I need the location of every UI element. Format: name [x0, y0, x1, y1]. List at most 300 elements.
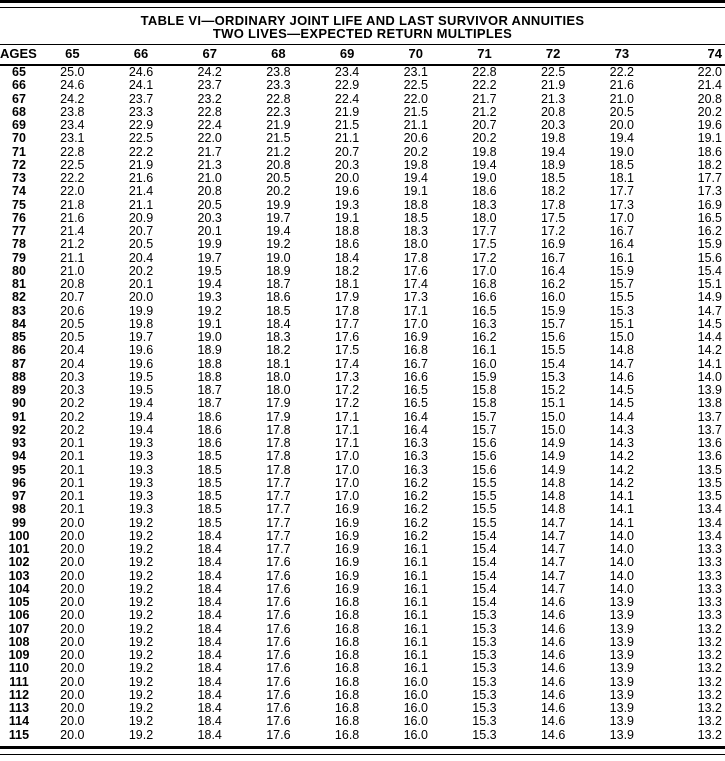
multiple-value-cell: 20.3	[60, 369, 85, 384]
multiple-value-cell: 18.4	[197, 581, 222, 596]
multiple-value-cell: 16.8	[403, 343, 428, 358]
row-age-label: 66	[12, 78, 26, 93]
multiple-value-cell: 14.5	[609, 383, 635, 397]
multiple-value-cell: 22.0	[403, 91, 428, 106]
row-age-label: 85	[12, 330, 26, 344]
multiple-value-cell: 16.2	[472, 330, 497, 344]
multiple-value-cell: 20.0	[60, 661, 85, 676]
multiple-value-cell: 17.7	[697, 171, 722, 185]
multiple-value-cell: 14.1	[609, 515, 635, 530]
multiple-value-cell: 16.7	[540, 250, 566, 265]
multiple-value-cell: 14.7	[609, 356, 635, 371]
multiple-value-cell: 17.6	[266, 621, 291, 636]
multiple-value-cell: 13.3	[697, 568, 722, 583]
row-age-label: 115	[8, 727, 30, 742]
table-row	[0, 450, 725, 463]
multiple-value-cell: 16.2	[540, 277, 566, 291]
row-age-label: 88	[12, 369, 26, 384]
multiple-value-cell: 14.4	[609, 409, 635, 424]
multiple-value-cell: 15.7	[540, 316, 566, 331]
multiple-value-cell: 18.4	[197, 648, 222, 662]
multiple-value-cell: 18.0	[403, 237, 428, 252]
row-age-label: 96	[12, 475, 26, 490]
multiple-value-cell: 20.2	[403, 144, 428, 159]
multiple-value-cell: 21.1	[334, 131, 360, 146]
bottom-rule-secondary	[0, 754, 725, 755]
multiple-value-cell: 18.2	[266, 343, 291, 358]
multiple-value-cell: 19.1	[697, 131, 722, 146]
multiple-value-cell: 17.6	[266, 674, 291, 689]
multiple-value-cell: 21.1	[128, 197, 154, 212]
multiple-value-cell: 17.7	[266, 515, 291, 530]
multiple-value-cell: 19.3	[128, 436, 154, 450]
multiple-value-cell: 17.2	[472, 250, 497, 265]
multiple-value-cell: 22.5	[128, 131, 154, 146]
table-row	[0, 384, 725, 397]
multiple-value-cell: 14.9	[697, 290, 722, 305]
multiple-value-cell: 17.6	[266, 634, 291, 649]
multiple-value-cell: 20.5	[609, 104, 635, 119]
multiple-value-cell: 14.3	[609, 436, 635, 450]
multiple-value-cell: 14.7	[540, 581, 566, 596]
multiple-value-cell: 16.0	[403, 727, 428, 742]
multiple-value-cell: 17.1	[403, 303, 428, 318]
multiple-value-cell: 15.3	[472, 701, 497, 715]
multiple-value-cell: 17.5	[540, 210, 566, 225]
multiple-value-cell: 19.2	[128, 674, 154, 689]
multiple-value-cell: 17.7	[266, 528, 291, 543]
multiple-value-cell: 16.2	[403, 502, 428, 517]
multiple-value-cell: 19.3	[197, 290, 222, 305]
multiple-value-cell: 18.5	[266, 303, 291, 318]
multiple-value-cell: 19.7	[197, 250, 222, 265]
multiple-value-cell: 18.4	[197, 634, 222, 649]
multiple-value-cell: 17.3	[697, 184, 722, 199]
multiple-value-cell: 14.1	[609, 489, 635, 503]
multiple-value-cell: 20.2	[60, 422, 85, 437]
multiple-value-cell: 15.7	[609, 277, 635, 291]
multiple-value-cell: 17.6	[266, 568, 291, 583]
multiple-value-cell: 17.6	[266, 608, 291, 623]
multiple-value-cell: 24.2	[60, 91, 85, 106]
age-column-header: 67	[175, 45, 244, 66]
multiple-value-cell: 13.4	[697, 502, 722, 517]
table-row	[0, 490, 725, 503]
multiple-value-cell: 21.5	[334, 118, 360, 132]
multiple-value-cell: 13.2	[697, 634, 722, 649]
multiple-value-cell: 17.0	[334, 475, 360, 490]
multiple-value-cell: 19.5	[128, 369, 154, 384]
multiple-value-cell: 14.0	[609, 542, 635, 556]
multiple-value-cell: 18.4	[197, 701, 222, 715]
multiple-value-cell: 17.5	[472, 237, 497, 252]
multiple-value-cell: 22.9	[334, 78, 360, 93]
multiple-value-cell: 17.6	[266, 581, 291, 596]
multiple-value-cell: 13.9	[609, 648, 635, 662]
multiple-value-cell: 21.2	[60, 237, 85, 252]
multiple-value-cell: 16.8	[334, 621, 360, 636]
multiple-value-cell: 17.0	[334, 449, 360, 464]
multiple-value-cell: 22.8	[472, 65, 497, 79]
table-row	[0, 596, 725, 609]
row-age-label: 80	[12, 263, 26, 278]
multiple-value-cell: 13.3	[697, 581, 722, 596]
table-row	[0, 172, 725, 185]
multiple-value-cell: 15.4	[540, 356, 566, 371]
multiple-value-cell: 15.4	[697, 263, 722, 278]
multiple-value-cell: 18.1	[266, 356, 291, 371]
multiple-value-cell: 19.2	[128, 515, 154, 530]
row-age-label: 67	[12, 91, 26, 106]
multiple-value-cell: 14.1	[697, 356, 722, 371]
multiple-value-cell: 16.8	[334, 595, 360, 609]
multiple-value-cell: 22.3	[266, 104, 291, 119]
multiple-value-cell: 24.2	[197, 65, 222, 79]
multiple-value-cell: 14.6	[540, 608, 566, 623]
multiple-value-cell: 19.6	[697, 118, 722, 132]
multiple-value-cell: 19.8	[403, 157, 428, 172]
multiple-value-cell: 18.2	[334, 263, 360, 278]
row-age-label: 87	[12, 356, 26, 371]
age-column-header: 70	[381, 45, 450, 66]
row-age-label: 109	[8, 648, 30, 662]
multiple-value-cell: 13.5	[697, 475, 722, 490]
table-row	[0, 424, 725, 437]
multiple-value-cell: 15.5	[540, 343, 566, 358]
multiple-value-cell: 13.9	[609, 634, 635, 649]
multiple-value-cell: 16.4	[540, 263, 566, 278]
multiple-value-cell: 19.2	[128, 581, 154, 596]
multiple-value-cell: 18.4	[334, 250, 360, 265]
table-row	[0, 715, 725, 728]
multiple-value-cell: 17.7	[266, 502, 291, 517]
row-age-label: 107	[8, 621, 30, 636]
multiple-value-cell: 18.4	[197, 674, 222, 689]
multiple-value-cell: 20.3	[197, 210, 222, 225]
multiple-value-cell: 16.9	[334, 502, 360, 517]
multiple-value-cell: 15.3	[472, 727, 497, 742]
multiple-value-cell: 17.0	[403, 316, 428, 331]
multiple-value-cell: 16.8	[334, 674, 360, 689]
multiple-value-cell: 17.9	[266, 409, 291, 424]
multiple-value-cell: 13.2	[697, 674, 722, 689]
multiple-value-cell: 15.1	[609, 316, 635, 331]
multiple-value-cell: 18.6	[197, 422, 222, 437]
multiple-value-cell: 19.0	[266, 250, 291, 265]
multiple-value-cell: 20.0	[334, 171, 360, 185]
multiple-value-cell: 19.2	[128, 528, 154, 543]
multiple-value-cell: 16.4	[609, 237, 635, 252]
multiple-value-cell: 21.7	[472, 91, 497, 106]
multiple-value-cell: 21.5	[403, 104, 428, 119]
multiple-value-cell: 19.0	[197, 330, 222, 344]
multiple-value-cell: 17.6	[266, 714, 291, 729]
multiple-value-cell: 20.0	[60, 727, 85, 742]
multiple-value-cell: 20.0	[609, 118, 635, 132]
multiple-value-cell: 21.3	[540, 91, 566, 106]
multiple-value-cell: 14.0	[609, 568, 635, 583]
table-row	[0, 146, 725, 159]
table-row	[0, 649, 725, 662]
multiple-value-cell: 19.7	[128, 330, 154, 344]
row-age-label: 89	[12, 383, 26, 397]
multiple-value-cell: 19.6	[334, 184, 360, 199]
multiple-value-cell: 14.8	[609, 343, 635, 358]
table-row	[0, 477, 725, 490]
multiple-value-cell: 16.0	[403, 687, 428, 702]
multiple-value-cell: 19.6	[128, 356, 154, 371]
multiple-value-cell: 18.4	[197, 595, 222, 609]
multiple-value-cell: 20.8	[697, 91, 722, 106]
multiple-value-cell: 17.8	[266, 422, 291, 437]
multiple-value-cell: 16.9	[334, 542, 360, 556]
multiple-value-cell: 19.2	[128, 542, 154, 556]
multiple-value-cell: 17.6	[266, 661, 291, 676]
multiple-value-cell: 20.6	[403, 131, 428, 146]
multiple-value-cell: 19.2	[128, 648, 154, 662]
table-row	[0, 464, 725, 477]
multiple-value-cell: 18.2	[540, 184, 566, 199]
multiple-value-cell: 13.9	[609, 608, 635, 623]
multiple-value-cell: 16.6	[403, 369, 428, 384]
table-title	[0, 8, 725, 40]
multiple-value-cell: 20.0	[60, 714, 85, 729]
row-age-label: 103	[8, 568, 30, 583]
multiple-value-cell: 16.9	[540, 237, 566, 252]
multiple-value-cell: 19.2	[128, 621, 154, 636]
multiple-value-cell: 19.2	[128, 595, 154, 609]
age-column-header: 73	[588, 45, 657, 66]
table-row	[0, 225, 725, 238]
multiple-value-cell: 19.5	[197, 263, 222, 278]
multiple-value-cell: 15.2	[540, 383, 566, 397]
multiple-value-cell: 18.4	[197, 568, 222, 583]
multiple-value-cell: 16.8	[334, 714, 360, 729]
multiple-value-cell: 20.0	[60, 608, 85, 623]
table-row	[0, 517, 725, 530]
multiple-value-cell: 19.3	[128, 502, 154, 517]
table-row	[0, 371, 725, 384]
multiple-value-cell: 19.4	[128, 396, 154, 411]
multiple-value-cell: 17.6	[266, 648, 291, 662]
multiple-value-cell: 20.0	[128, 290, 154, 305]
table-row	[0, 291, 725, 304]
multiple-value-cell: 23.4	[60, 118, 85, 132]
multiple-value-cell: 23.1	[60, 131, 85, 146]
multiple-value-cell: 16.7	[609, 224, 635, 238]
table-header	[0, 45, 725, 66]
multiple-value-cell: 16.8	[334, 608, 360, 623]
multiple-value-cell: 18.6	[472, 184, 497, 199]
multiple-value-cell: 18.5	[197, 449, 222, 464]
row-age-label: 70	[12, 131, 26, 146]
multiple-value-cell: 18.4	[197, 542, 222, 556]
row-age-label: 93	[12, 436, 26, 450]
multiple-value-cell: 19.2	[128, 555, 154, 570]
multiple-value-cell: 17.4	[403, 277, 428, 291]
multiple-value-cell: 23.7	[128, 91, 154, 106]
multiple-value-cell: 20.0	[60, 634, 85, 649]
multiple-value-cell: 20.0	[60, 595, 85, 609]
multiple-value-cell: 16.1	[403, 648, 428, 662]
multiple-value-cell: 18.6	[197, 409, 222, 424]
multiple-value-cell: 20.2	[266, 184, 291, 199]
multiple-value-cell: 19.4	[266, 224, 291, 238]
multiple-value-cell: 19.8	[128, 316, 154, 331]
multiple-value-cell: 14.2	[609, 462, 635, 477]
multiple-value-cell: 17.6	[266, 555, 291, 570]
multiple-value-cell: 14.9	[540, 449, 566, 464]
multiple-value-cell: 13.2	[697, 648, 722, 662]
multiple-value-cell: 17.6	[266, 727, 291, 742]
row-age-label: 102	[8, 555, 30, 570]
multiple-value-cell: 15.5	[609, 290, 635, 305]
multiple-value-cell: 18.4	[197, 528, 222, 543]
multiple-value-cell: 18.4	[197, 661, 222, 676]
multiple-value-cell: 13.4	[697, 515, 722, 530]
table-row	[0, 570, 725, 583]
multiple-value-cell: 14.6	[540, 595, 566, 609]
multiple-value-cell: 20.5	[266, 171, 291, 185]
multiple-value-cell: 16.3	[403, 462, 428, 477]
multiple-value-cell: 13.5	[697, 462, 722, 477]
multiple-value-cell: 13.3	[697, 595, 722, 609]
table-row	[0, 185, 725, 198]
table-row	[0, 503, 725, 516]
table-row	[0, 530, 725, 543]
multiple-value-cell: 22.8	[266, 91, 291, 106]
multiple-value-cell: 16.2	[403, 475, 428, 490]
multiple-value-cell: 22.0	[197, 131, 222, 146]
multiple-value-cell: 22.4	[197, 118, 222, 132]
multiple-value-cell: 19.2	[128, 661, 154, 676]
table-row	[0, 119, 725, 132]
multiple-value-cell: 16.1	[403, 555, 428, 570]
table-row	[0, 265, 725, 278]
table-row	[0, 609, 725, 622]
multiple-value-cell: 19.4	[128, 422, 154, 437]
multiple-value-cell: 19.0	[472, 171, 497, 185]
multiple-value-cell: 18.5	[197, 489, 222, 503]
multiple-value-cell: 18.5	[197, 462, 222, 477]
multiple-value-cell: 16.9	[334, 515, 360, 530]
multiple-value-cell: 15.3	[472, 714, 497, 729]
table-row	[0, 636, 725, 649]
multiple-value-cell: 18.0	[266, 369, 291, 384]
multiple-value-cell: 14.9	[540, 436, 566, 450]
multiple-value-cell: 18.9	[540, 157, 566, 172]
age-column-header: 68	[244, 45, 313, 66]
multiple-value-cell: 17.2	[540, 224, 566, 238]
multiple-value-cell: 16.8	[334, 648, 360, 662]
multiple-value-cell: 20.2	[472, 131, 497, 146]
multiple-value-cell: 15.8	[472, 396, 497, 411]
multiple-value-cell: 13.9	[697, 383, 722, 397]
multiple-value-cell: 18.8	[403, 197, 428, 212]
multiple-value-cell: 15.3	[472, 687, 497, 702]
multiple-value-cell: 14.7	[697, 303, 722, 318]
multiple-value-cell: 19.8	[472, 144, 497, 159]
multiple-value-cell: 19.3	[128, 462, 154, 477]
multiple-value-cell: 16.8	[334, 634, 360, 649]
row-age-label: 79	[12, 250, 26, 265]
multiple-value-cell: 19.4	[540, 144, 566, 159]
multiple-value-cell: 19.0	[609, 144, 635, 159]
multiple-value-cell: 15.1	[697, 277, 722, 291]
multiple-value-cell: 22.8	[197, 104, 222, 119]
multiple-value-cell: 16.2	[403, 515, 428, 530]
multiple-value-cell: 23.4	[334, 65, 360, 79]
row-age-label: 73	[12, 171, 26, 185]
multiple-value-cell: 17.6	[266, 701, 291, 715]
multiple-value-cell: 13.5	[697, 489, 722, 503]
multiple-value-cell: 13.9	[609, 714, 635, 729]
multiple-value-cell: 18.3	[472, 197, 497, 212]
multiple-value-cell: 14.8	[540, 502, 566, 517]
multiple-value-cell: 17.0	[334, 489, 360, 503]
multiple-value-cell: 19.3	[334, 197, 360, 212]
multiple-value-cell: 14.7	[540, 568, 566, 583]
multiple-value-cell: 20.9	[128, 210, 154, 225]
multiple-value-cell: 15.6	[472, 462, 497, 477]
multiple-value-cell: 19.1	[403, 184, 428, 199]
multiple-value-cell: 22.8	[60, 144, 85, 159]
table-row	[0, 159, 725, 172]
multiple-value-cell: 22.2	[60, 171, 85, 185]
multiple-value-cell: 19.6	[128, 343, 154, 358]
multiple-value-cell: 15.8	[472, 383, 497, 397]
multiple-value-cell: 16.8	[334, 661, 360, 676]
multiple-value-cell: 15.1	[540, 396, 566, 411]
multiple-value-cell: 18.0	[266, 383, 291, 397]
multiple-value-cell: 18.7	[197, 396, 222, 411]
multiple-value-cell: 17.1	[334, 422, 360, 437]
multiple-value-cell: 16.1	[472, 343, 497, 358]
multiple-value-cell: 19.9	[128, 303, 154, 318]
multiple-value-cell: 19.3	[128, 475, 154, 490]
multiple-value-cell: 14.7	[540, 555, 566, 570]
table-row	[0, 278, 725, 291]
multiple-value-cell: 18.8	[197, 356, 222, 371]
multiple-value-cell: 18.4	[197, 608, 222, 623]
table-row	[0, 331, 725, 344]
row-age-label: 72	[12, 157, 26, 172]
row-age-label: 94	[12, 449, 26, 464]
row-age-label: 113	[8, 701, 30, 715]
multiple-value-cell: 17.2	[334, 383, 360, 397]
row-age-label: 81	[12, 277, 26, 291]
multiple-value-cell: 18.3	[266, 330, 291, 344]
multiple-value-cell: 17.7	[609, 184, 635, 199]
table-row	[0, 79, 725, 92]
multiple-value-cell: 23.8	[60, 104, 85, 119]
multiple-value-cell: 20.0	[60, 701, 85, 715]
multiple-value-cell: 13.9	[609, 701, 635, 715]
multiple-value-cell: 17.2	[334, 396, 360, 411]
multiple-value-cell: 13.2	[697, 701, 722, 715]
multiple-value-cell: 15.6	[472, 436, 497, 450]
multiple-value-cell: 14.9	[540, 462, 566, 477]
multiple-value-cell: 13.7	[697, 422, 722, 437]
multiple-value-cell: 20.3	[540, 118, 566, 132]
multiple-value-cell: 18.4	[197, 555, 222, 570]
row-age-label: 91	[12, 409, 26, 424]
multiple-value-cell: 14.2	[609, 449, 635, 464]
multiple-value-cell: 21.3	[197, 157, 222, 172]
multiple-value-cell: 18.8	[334, 224, 360, 238]
multiple-value-cell: 15.9	[609, 263, 635, 278]
multiple-value-cell: 17.6	[266, 595, 291, 609]
